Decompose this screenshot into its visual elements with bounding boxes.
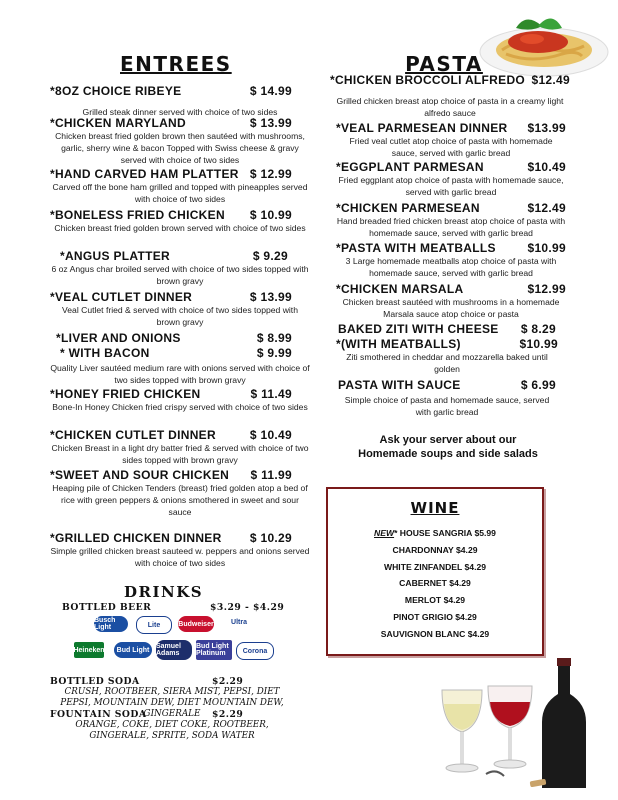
pasta-price: $13.99 [527, 121, 566, 135]
entree-item [50, 84, 310, 118]
entree-item [50, 531, 310, 569]
fountain-soda-list: ORANGE, COKE, DIET COKE, ROOTBEER, GINGERALE, SPRITE, SODA WATER [75, 720, 269, 741]
pasta-desc: Hand breaded fried chicken breast atop choice of pasta with homemade sauce, served with garlic bread [336, 216, 566, 238]
bud-light-platinum-logo: Bud Light Platinum [196, 640, 232, 660]
entree-price: $ 10.99 [249, 208, 292, 222]
pasta-name: PASTA WITH SAUCE [338, 378, 461, 392]
entree-item [50, 428, 310, 466]
soups-note-line1: Ask your server about our [379, 434, 517, 446]
pasta-price: $10.99 [527, 241, 566, 255]
pasta-name: *CHICKEN MARSALA [336, 282, 464, 296]
pasta-price: $10.49 [527, 160, 566, 174]
entree-price: $ 9.29 [252, 249, 288, 263]
entree-price: $ 13.99 [249, 290, 292, 304]
pasta-desc: Simple choice of pasta and homemade sauce, served with garlic bread [344, 395, 550, 417]
pasta-name: *PASTA WITH MEATBALLS [336, 241, 496, 255]
pasta-item [336, 201, 566, 239]
entree-price: $ 12.99 [249, 167, 292, 181]
pasta-item [336, 282, 566, 320]
new-badge: NEW [374, 528, 395, 538]
entree-desc: Veal Cutlet fried & served with choice of two sides topped with brown gravy [62, 305, 298, 327]
entree-desc: Grilled steak dinner served with choice of two sides [82, 107, 278, 117]
fountain-soda-price: $2.29 [212, 709, 244, 720]
entree-price: $ 9.99 [256, 346, 292, 360]
entree-price: $ 11.99 [250, 468, 292, 482]
wine-item: MERLOT $4.29 [404, 595, 466, 606]
entree-item [50, 346, 310, 386]
pasta-name: *VEAL PARMESEAN DINNER [336, 121, 508, 135]
entree-price: $ 13.99 [249, 116, 292, 130]
pasta-item [338, 378, 556, 418]
entree-desc: Chicken breast fried golden brown served with choice of two sides [54, 223, 306, 233]
pasta-price: $12.99 [527, 282, 566, 296]
pasta-desc: Chicken breast sautéed with mushrooms in a homemade Marsala sauce atop choice or pasta [342, 297, 560, 319]
bottled-soda-price: $2.29 [212, 676, 244, 687]
entree-name: *GRILLED CHICKEN DINNER [50, 531, 222, 545]
pasta-desc: Ziti smothered in cheddar and mozzarella baked until golden [346, 352, 548, 374]
entree-item [50, 331, 310, 345]
busch-light-logo: Busch Light [94, 616, 128, 632]
entree-name: *LIVER AND ONIONS [56, 331, 181, 345]
pasta-name: *EGGPLANT PARMESAN [336, 160, 484, 174]
entree-item [50, 249, 310, 287]
pasta-desc: Fried veal cutlet atop choice of pasta with homemade sauce, served with garlic bread [349, 136, 553, 158]
pasta-desc: Grilled chicken breast atop choice of pasta in a creamy light alfredo sauce [336, 96, 564, 118]
entree-desc: Carved off the bone ham grilled and topped with pineapples served with choice of two sides [52, 182, 308, 204]
entree-price: $ 14.99 [249, 84, 292, 98]
bud-light-logo: Bud Light [114, 642, 152, 658]
pasta-price: $ 6.99 [520, 378, 556, 392]
bottled-beer-price: $3.29 - $4.29 [210, 602, 285, 613]
entree-name: *SWEET AND SOUR CHICKEN [50, 468, 230, 482]
entree-name: * WITH BACON [60, 346, 150, 360]
entree-item [50, 290, 310, 328]
pasta-name: *(WITH MEATBALLS) [336, 337, 461, 351]
soups-note-line2: Homemade soups and side salads [358, 448, 538, 460]
pasta-name: BAKED ZITI WITH CHEESE [338, 322, 499, 336]
bottled-soda-label: BOTTLED SODA [50, 676, 140, 687]
entree-item [50, 116, 310, 166]
miller-lite-logo: Lite [136, 616, 172, 634]
pasta-item [336, 160, 566, 198]
pasta-name: *CHICKEN PARMESEAN [336, 201, 480, 215]
wine-illustration [430, 656, 610, 794]
pasta-item [336, 121, 566, 159]
entree-name: *HAND CARVED HAM PLATTER [50, 167, 239, 181]
pasta-item [330, 73, 570, 119]
pasta-desc: 3 Large homemade meatballs atop choice of pasta with homemade sauce, served with garlic bread [345, 256, 557, 278]
entree-desc: Chicken breast fried golden brown then sautéed with mushrooms, garlic, sherry wine & bacon Topped with Swiss cheese & gravy served with choice of two sides [55, 131, 305, 165]
wine-item: PINOT GRIGIO $4.29 [393, 611, 477, 622]
entree-item [50, 468, 310, 518]
entree-desc: Bone-In Honey Chicken fried crispy served with choice of two sides [52, 402, 308, 412]
entree-name: *BONELESS FRIED CHICKEN [50, 208, 225, 222]
samuel-adams-logo: Samuel Adams [156, 640, 192, 660]
entree-desc: 6 oz Angus char broiled served with choice of two sides topped with brown gravy [51, 264, 309, 286]
pasta-item [336, 241, 566, 279]
heineken-logo: Heineken [74, 642, 104, 658]
wine-item: WHITE ZINFANDEL $4.29 [383, 561, 487, 572]
entree-item [50, 387, 310, 413]
wine-item-sangria: NEW* HOUSE SANGRIA $5.99 [374, 528, 496, 538]
pasta-price: $10.99 [519, 337, 558, 351]
pasta-desc: Fried eggplant atop choice of pasta with homemade sauce, served with garlic bread [338, 175, 564, 197]
entree-name: *CHICKEN MARYLAND [50, 116, 186, 130]
entree-desc: Quality Liver sautéed medium rare with onions served with choice of two sides topped with brown gravy [50, 363, 310, 385]
entree-name: *CHICKEN CUTLET DINNER [50, 428, 216, 442]
wine-item: SAUVIGNON BLANC $4.29 [380, 628, 490, 639]
entree-price: $ 10.29 [249, 531, 292, 545]
fountain-soda-label: FOUNTAIN SODA [50, 709, 147, 720]
soups-note [330, 433, 566, 461]
wine-box [326, 487, 544, 656]
pasta-item [336, 337, 558, 375]
entree-price: $ 10.49 [249, 428, 292, 442]
drinks-title: DRINKS [124, 583, 204, 601]
pasta-price: $12.49 [527, 201, 566, 215]
entree-desc: Simple grilled chicken breast sauteed w. peppers and onions served with choice of two sides [50, 546, 310, 568]
pasta-price: $12.49 [531, 73, 570, 87]
wine-title: WINE [410, 499, 460, 517]
wine-item: CABERNET $4.29 [399, 578, 471, 589]
wine-item: CHARDONNAY $4.29 [392, 544, 478, 555]
pasta-item [338, 322, 556, 336]
budweiser-logo: Budweiser [178, 616, 214, 632]
pasta-price: $ 8.29 [520, 322, 556, 336]
entree-item [50, 208, 310, 234]
entree-name: *HONEY FRIED CHICKEN [50, 387, 201, 401]
entree-item [50, 167, 310, 205]
michelob-ultra-logo: Ultra [224, 614, 254, 630]
pasta-name: *CHICKEN BROCCOLI ALFREDO [330, 73, 526, 87]
entree-name: *8OZ CHOICE RIBEYE [50, 84, 182, 98]
entree-name: *ANGUS PLATTER [60, 249, 170, 263]
entrees-title: ENTREES [120, 52, 232, 76]
entree-desc: Chicken Breast in a light dry batter fried & served with choice of two sides topped with brown gravy [51, 443, 309, 465]
corona-logo: Corona [236, 642, 274, 660]
bottled-soda-list: CRUSH, ROOTBEER, SIERA MIST, PEPSI, DIET PEPSI, MOUNTAIN DEW, DIET MOUNTAIN DEW, GINGERALE [60, 687, 284, 719]
entree-price: $ 8.99 [256, 331, 292, 345]
entree-name: *VEAL CUTLET DINNER [50, 290, 193, 304]
pasta-title: PASTA [405, 52, 483, 76]
entree-price: $ 11.49 [250, 387, 292, 401]
entree-desc: Heaping pile of Chicken Tenders (breast) fried golden atop a bed of rice with green peppers & onions smothered in sweet and sour sauce [52, 483, 308, 517]
pasta-plate-image [472, 6, 612, 82]
bottled-beer-label: BOTTLED BEER [62, 602, 152, 613]
